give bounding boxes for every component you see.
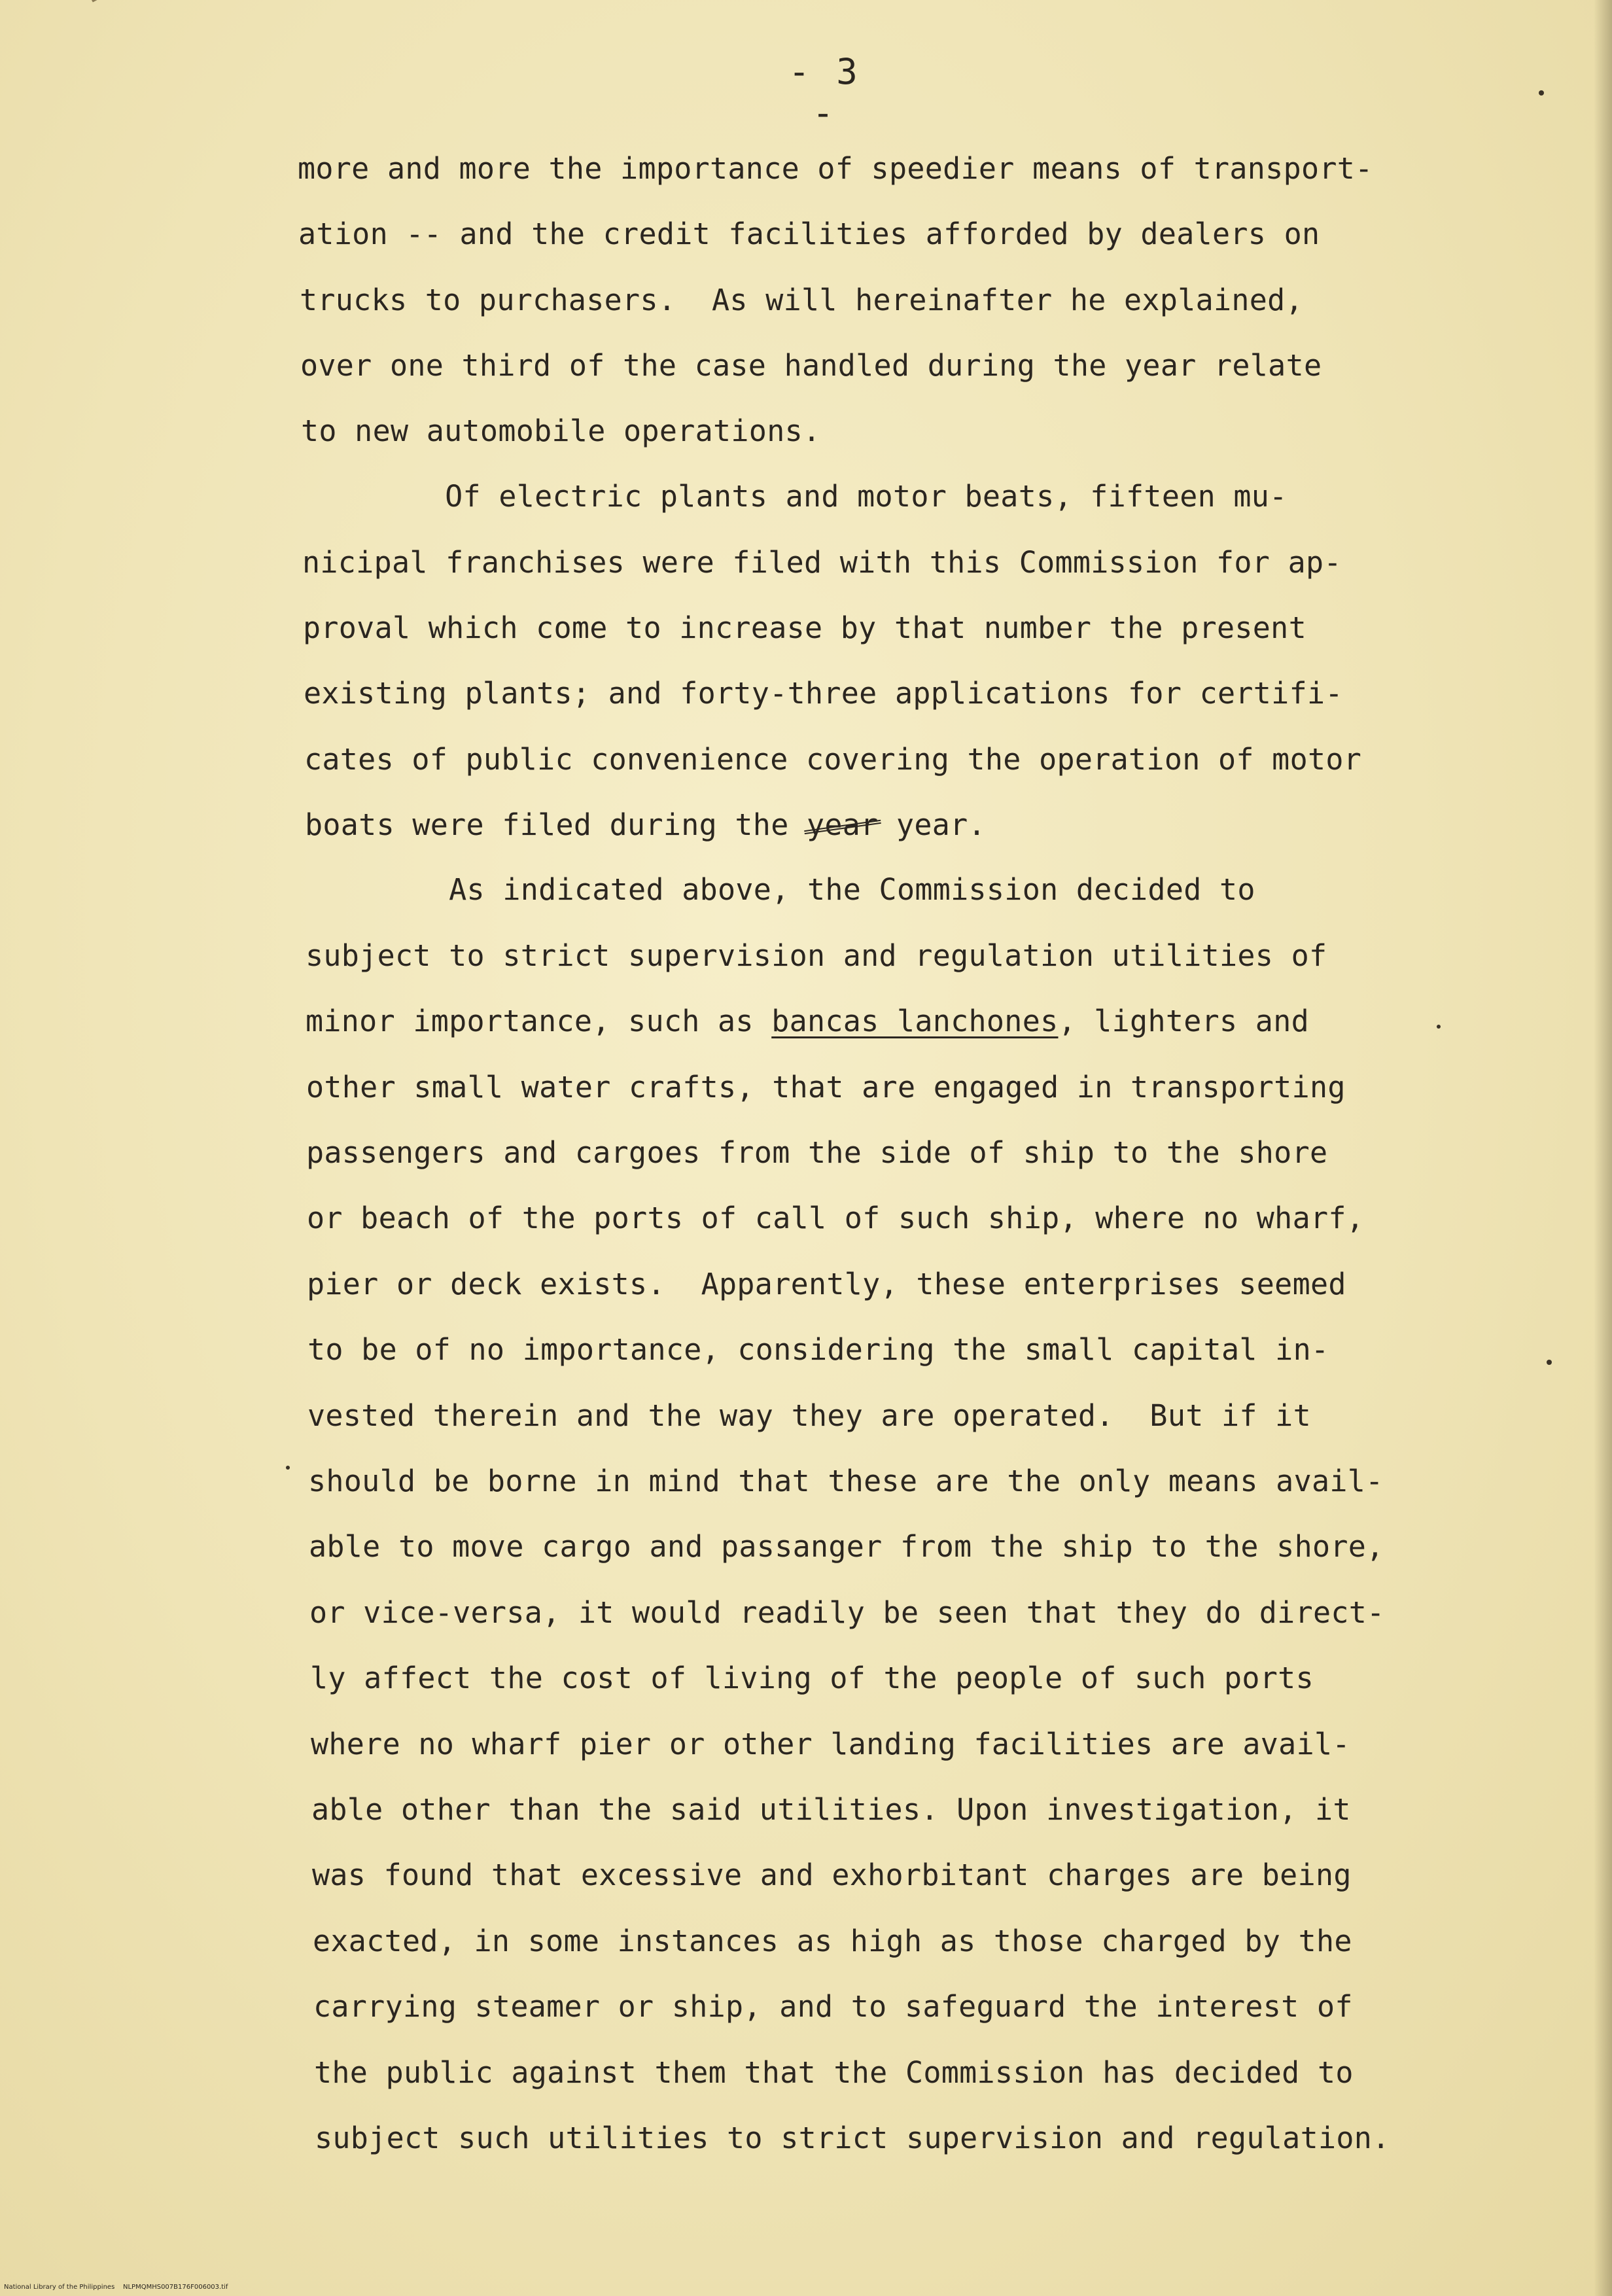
- text-line: other small water crafts, that are engaged in transporting: [306, 1070, 1346, 1104]
- text-line: nicipal franchises were filed with this Commission for ap-: [302, 545, 1342, 580]
- archive-credit: National Library of the Philippines NLPMQMHS007B176F006003.tif: [4, 2284, 228, 2291]
- text-line: [305, 805, 986, 845]
- text-line: more and more the importance of speedier means of transport-: [298, 151, 1373, 186]
- text-line: passengers and cargoes from the side of ship to the shore: [306, 1135, 1328, 1170]
- text-line: proval which come to increase by that number the present: [303, 610, 1306, 645]
- text-line: cates of public convenience covering the operation of motor: [304, 742, 1362, 777]
- text-segment: , lighters and: [1058, 1004, 1309, 1038]
- scan-speck: [286, 1466, 290, 1470]
- text-line: exacted, in some instances as high as those charged by the: [313, 1924, 1352, 1958]
- text-line: over one third of the case handled during the year relate: [300, 348, 1322, 383]
- text-line: should be borne in mind that these are the only means avail-: [308, 1464, 1384, 1498]
- page-edge-shadow: [1594, 0, 1612, 2296]
- scan-speck: [1547, 1360, 1552, 1365]
- text-segment: minor importance, such as: [306, 1004, 772, 1038]
- text-line: ation -- and the credit facilities afforded by dealers on: [298, 217, 1320, 251]
- text-line: where no wharf pier or other landing facilities are avail-: [311, 1727, 1350, 1761]
- text-line: [306, 1002, 1309, 1041]
- text-line: or vice-versa, it would readily be seen that they do direct-: [309, 1595, 1385, 1630]
- text-segment: year.: [878, 807, 986, 842]
- text-line: carrying steamer or ship, and to safeguard the interest of: [313, 1989, 1353, 2024]
- underlined-term: bancas lanchones: [771, 1004, 1059, 1038]
- struck-out-word: year: [807, 805, 879, 845]
- text-line: existing plants; and forty-three applications for certifi-: [304, 676, 1343, 711]
- page-number: - 3 -: [788, 51, 860, 133]
- text-line: the public against them that the Commission has decided to: [314, 2055, 1354, 2090]
- scan-speck: [1539, 90, 1544, 96]
- text-line: to be of no importance, considering the small capital in-: [307, 1332, 1329, 1367]
- text-line: subject to strict supervision and regulation utilities of: [306, 938, 1327, 973]
- text-line: or beach of the ports of call of such ship, where no wharf,: [307, 1201, 1365, 1235]
- text-line: As indicated above, the Commission decided to: [306, 872, 1255, 907]
- scan-speck: [1437, 1025, 1441, 1029]
- text-line: subject such utilities to strict supervision and regulation.: [315, 2121, 1390, 2155]
- text-line: able other than the said utilities. Upon investigation, it: [311, 1792, 1351, 1827]
- text-line: to new automobile operations.: [301, 414, 821, 448]
- text-line: pier or deck exists. Apparently, these enterprises seemed: [307, 1267, 1346, 1301]
- text-line: Of electric plants and motor beats, fifteen mu-: [302, 479, 1288, 514]
- text-line: able to move cargo and passanger from the ship to the shore,: [309, 1529, 1384, 1564]
- text-line: ly affect the cost of living of the people of such ports: [310, 1661, 1314, 1695]
- text-line: was found that excessive and exhorbitant charges are being: [312, 1858, 1352, 1892]
- text-segment: boats were filed during the: [305, 807, 807, 842]
- text-line: trucks to purchasers. As will hereinafter he explained,: [300, 283, 1303, 317]
- text-line: vested therein and the way they are operated. But if it: [307, 1398, 1311, 1433]
- corner-fold-mark: [92, 0, 156, 3]
